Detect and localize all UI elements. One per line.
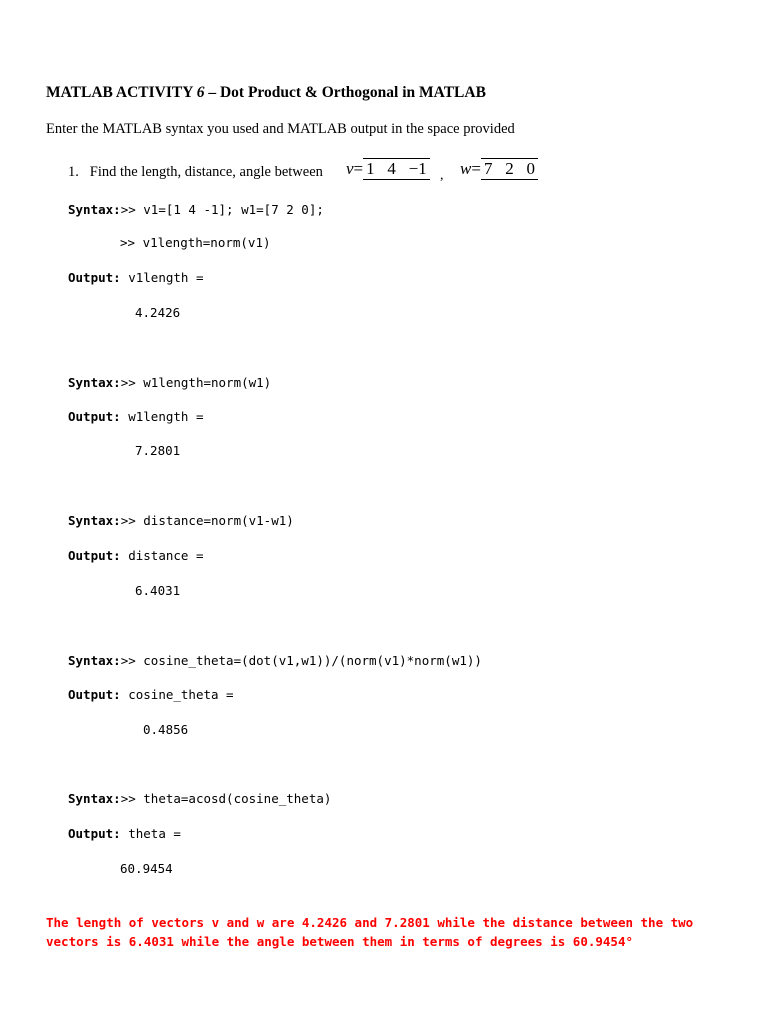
output-variable: theta = (120, 826, 181, 841)
output-variable: distance = (120, 548, 204, 563)
conclusion-text (46, 913, 736, 951)
output-label: Output: (68, 270, 121, 285)
syntax-line-3 (68, 375, 271, 390)
output-line-1 (68, 270, 203, 285)
output-value-1: 4.2426 (135, 305, 181, 320)
vector-comma: , (440, 168, 444, 183)
question-text: Find the length, distance, angle between (89, 164, 323, 180)
syntax-label: Syntax: (68, 375, 121, 390)
syntax-line-1 (68, 202, 324, 217)
vector-v: v= 1 4 −1 (346, 158, 430, 180)
syntax-label: Syntax: (68, 791, 121, 806)
syntax-label: Syntax: (68, 653, 121, 668)
syntax-code: >> theta=acosd(cosine_theta) (120, 791, 332, 806)
syntax-code: >> cosine_theta=(dot(v1,w1))/(norm(v1)*norm(w1)) (120, 653, 482, 668)
vector-v-label: v (346, 159, 354, 178)
output-value-4: 0.4856 (143, 722, 189, 737)
conclusion-line-1: The length of vectors v and w are 4.2426 and 7.2801 while the distance between the two (46, 915, 694, 930)
syntax-line-4 (68, 513, 294, 528)
vector-w: w= 7 2 0 (460, 158, 538, 180)
output-label: Output: (68, 409, 121, 424)
output-value-3: 6.4031 (135, 583, 181, 598)
output-line-4 (68, 687, 234, 702)
vector-w-label: w (460, 159, 472, 178)
output-variable: cosine_theta = (120, 687, 234, 702)
syntax-code: >> w1length=norm(w1) (120, 375, 272, 390)
output-line-5 (68, 826, 181, 841)
title-number: 6 (196, 84, 205, 101)
output-value-5: 60.9454 (120, 861, 173, 876)
conclusion-line-2: vectors is 6.4031 while the angle between them in terms of degrees is 60.9454° (46, 934, 633, 949)
syntax-label: Syntax: (68, 513, 121, 528)
output-label: Output: (68, 687, 121, 702)
syntax-code: >> distance=norm(v1-w1) (120, 513, 294, 528)
syntax-code: >> v1length=norm(v1) (120, 235, 271, 250)
syntax-line-5 (68, 653, 482, 668)
syntax-label: Syntax: (68, 202, 121, 217)
question-1 (68, 164, 323, 181)
title-suffix: – Dot Product & Orthogonal in MATLAB (204, 84, 486, 101)
output-line-2 (68, 409, 203, 424)
output-label: Output: (68, 826, 121, 841)
output-label: Output: (68, 548, 121, 563)
vector-w-values: 7 2 0 (481, 158, 538, 180)
syntax-line-2 (120, 235, 271, 250)
page-title (46, 84, 486, 102)
output-line-3 (68, 548, 203, 563)
question-number: 1. (68, 164, 79, 180)
syntax-code: >> v1=[1 4 -1]; w1=[7 2 0]; (120, 202, 324, 217)
title-prefix: MATLAB ACTIVITY (46, 84, 197, 101)
output-variable: w1length = (120, 409, 204, 424)
syntax-line-6 (68, 791, 331, 806)
output-value-2: 7.2801 (135, 443, 181, 458)
instruction-text: Enter the MATLAB syntax you used and MATLAB output in the space provided (46, 121, 515, 137)
vector-v-values: 1 4 −1 (363, 158, 430, 180)
output-variable: v1length = (120, 270, 204, 285)
